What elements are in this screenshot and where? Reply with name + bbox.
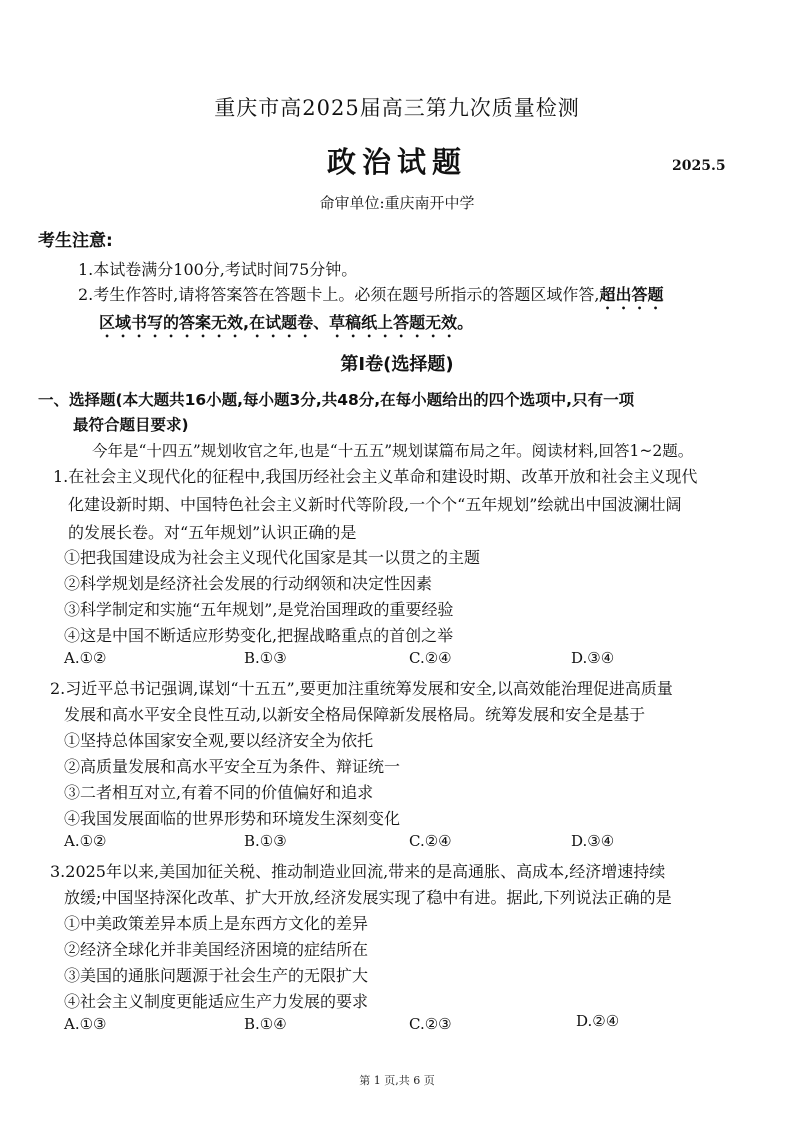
question-stem-line: 的发展长卷。对“五年规划”认识正确的是 [68,523,357,542]
notice-item-2-plain: 2.考生作答时,请将答案答在答题卡上。必须在题号所指示的答题区域作答, [78,285,600,304]
statement-item: ①把我国建设成为社会主义现代化国家是其一以贯之的主题 [64,548,481,567]
notice-item-2-line2: 区域书写的答案无效,在试题卷、草稿纸上答题无效。 [99,313,474,332]
subject-title: 政治试题 [326,145,467,179]
notice-item-2-emphasis: 超出答题 [599,285,664,304]
exam-date: 2025.5 [672,158,726,174]
statement-item: ②高质量发展和高水平安全互为条件、辩证统一 [64,757,401,776]
answer-option: D.③④ [571,832,615,850]
statement-item: ④我国发展面临的世界形势和环境发生深刻变化 [64,809,401,828]
statement-item: ②科学规划是经济社会发展的行动纲领和决定性因素 [64,574,433,593]
answer-option: C.②④ [409,649,452,667]
statement-item: ③美国的通胀问题源于社会生产的无限扩大 [64,966,369,985]
section-title: 第Ⅰ卷(选择题) [340,354,454,375]
statement-item: ④这是中国不断适应形势变化,把握战略重点的首创之举 [64,626,454,645]
statement-item: ④社会主义制度更能适应生产力发展的要求 [64,992,369,1011]
question-stem-line: 3.2025年以来,美国加征关税、推动制造业回流,带来的是高通胀、高成本,经济增速持续 [50,862,666,881]
statement-item: ①中美政策差异本质上是东西方文化的差异 [64,914,369,933]
section-heading-line2: 最符合题目要求) [73,416,189,434]
answer-option: B.①③ [244,649,287,667]
page-footer: 第 1 页,共 6 页 [359,1074,435,1087]
question-stem-line: 放缓;中国坚持深化改革、扩大开放,经济发展实现了稳中有进。据此,下列说法正确的是 [64,888,672,907]
setter-line: 命审单位:重庆南开中学 [319,194,475,212]
statement-item: ②经济全球化并非美国经济困境的症结所在 [64,940,369,959]
answer-option: C.②④ [409,832,452,850]
statement-item: ①坚持总体国家安全观,要以经济安全为依托 [64,731,374,750]
notice-item-1: 1.本试卷满分100分,考试时间75分钟。 [78,260,358,279]
statement-item: ③二者相互对立,有着不同的价值偏好和追求 [64,783,374,802]
answer-option: C.②③ [409,1015,452,1033]
answer-option: D.②④ [576,1012,620,1030]
notice-heading: 考生注意: [38,231,113,251]
section-heading-line1: 一、选择题(本大题共16小题,每小题3分,共48分,在每小题给出的四个选项中,只有一项 [38,391,635,409]
statement-item: ③科学制定和实施“五年规划”,是党治国理政的重要经验 [64,600,454,619]
answer-option: B.①③ [244,832,287,850]
answer-option: A.①② [64,832,107,850]
notice-item-2 [78,282,663,313]
section-intro: 今年是“十四五”规划收官之年,也是“十五五”规划谋篇布局之年。阅读材料,回答1~2题。 [92,442,694,460]
answer-option: B.①④ [244,1015,287,1033]
question-stem-line: 化建设新时期、中国特色社会主义新时代等阶段,一个个“五年规划”绘就出中国波澜壮阔 [68,495,682,514]
answer-option: A.①③ [64,1015,107,1033]
answer-option: A.①② [64,649,107,667]
question-stem-line: 2.习近平总书记强调,谋划“十五五”,要更加注重统筹发展和安全,以高效能治理促进高质量 [50,679,673,698]
answer-option: D.③④ [571,649,615,667]
question-stem-line: 1.在社会主义现代化的征程中,我国历经社会主义革命和建设时期、改革开放和社会主义现代 [53,467,698,486]
question-stem-line: 发展和高水平安全良性互动,以新安全格局保障新发展格局。统筹发展和安全是基于 [64,705,646,724]
exam-title: 重庆市高2025届高三第九次质量检测 [214,96,580,120]
